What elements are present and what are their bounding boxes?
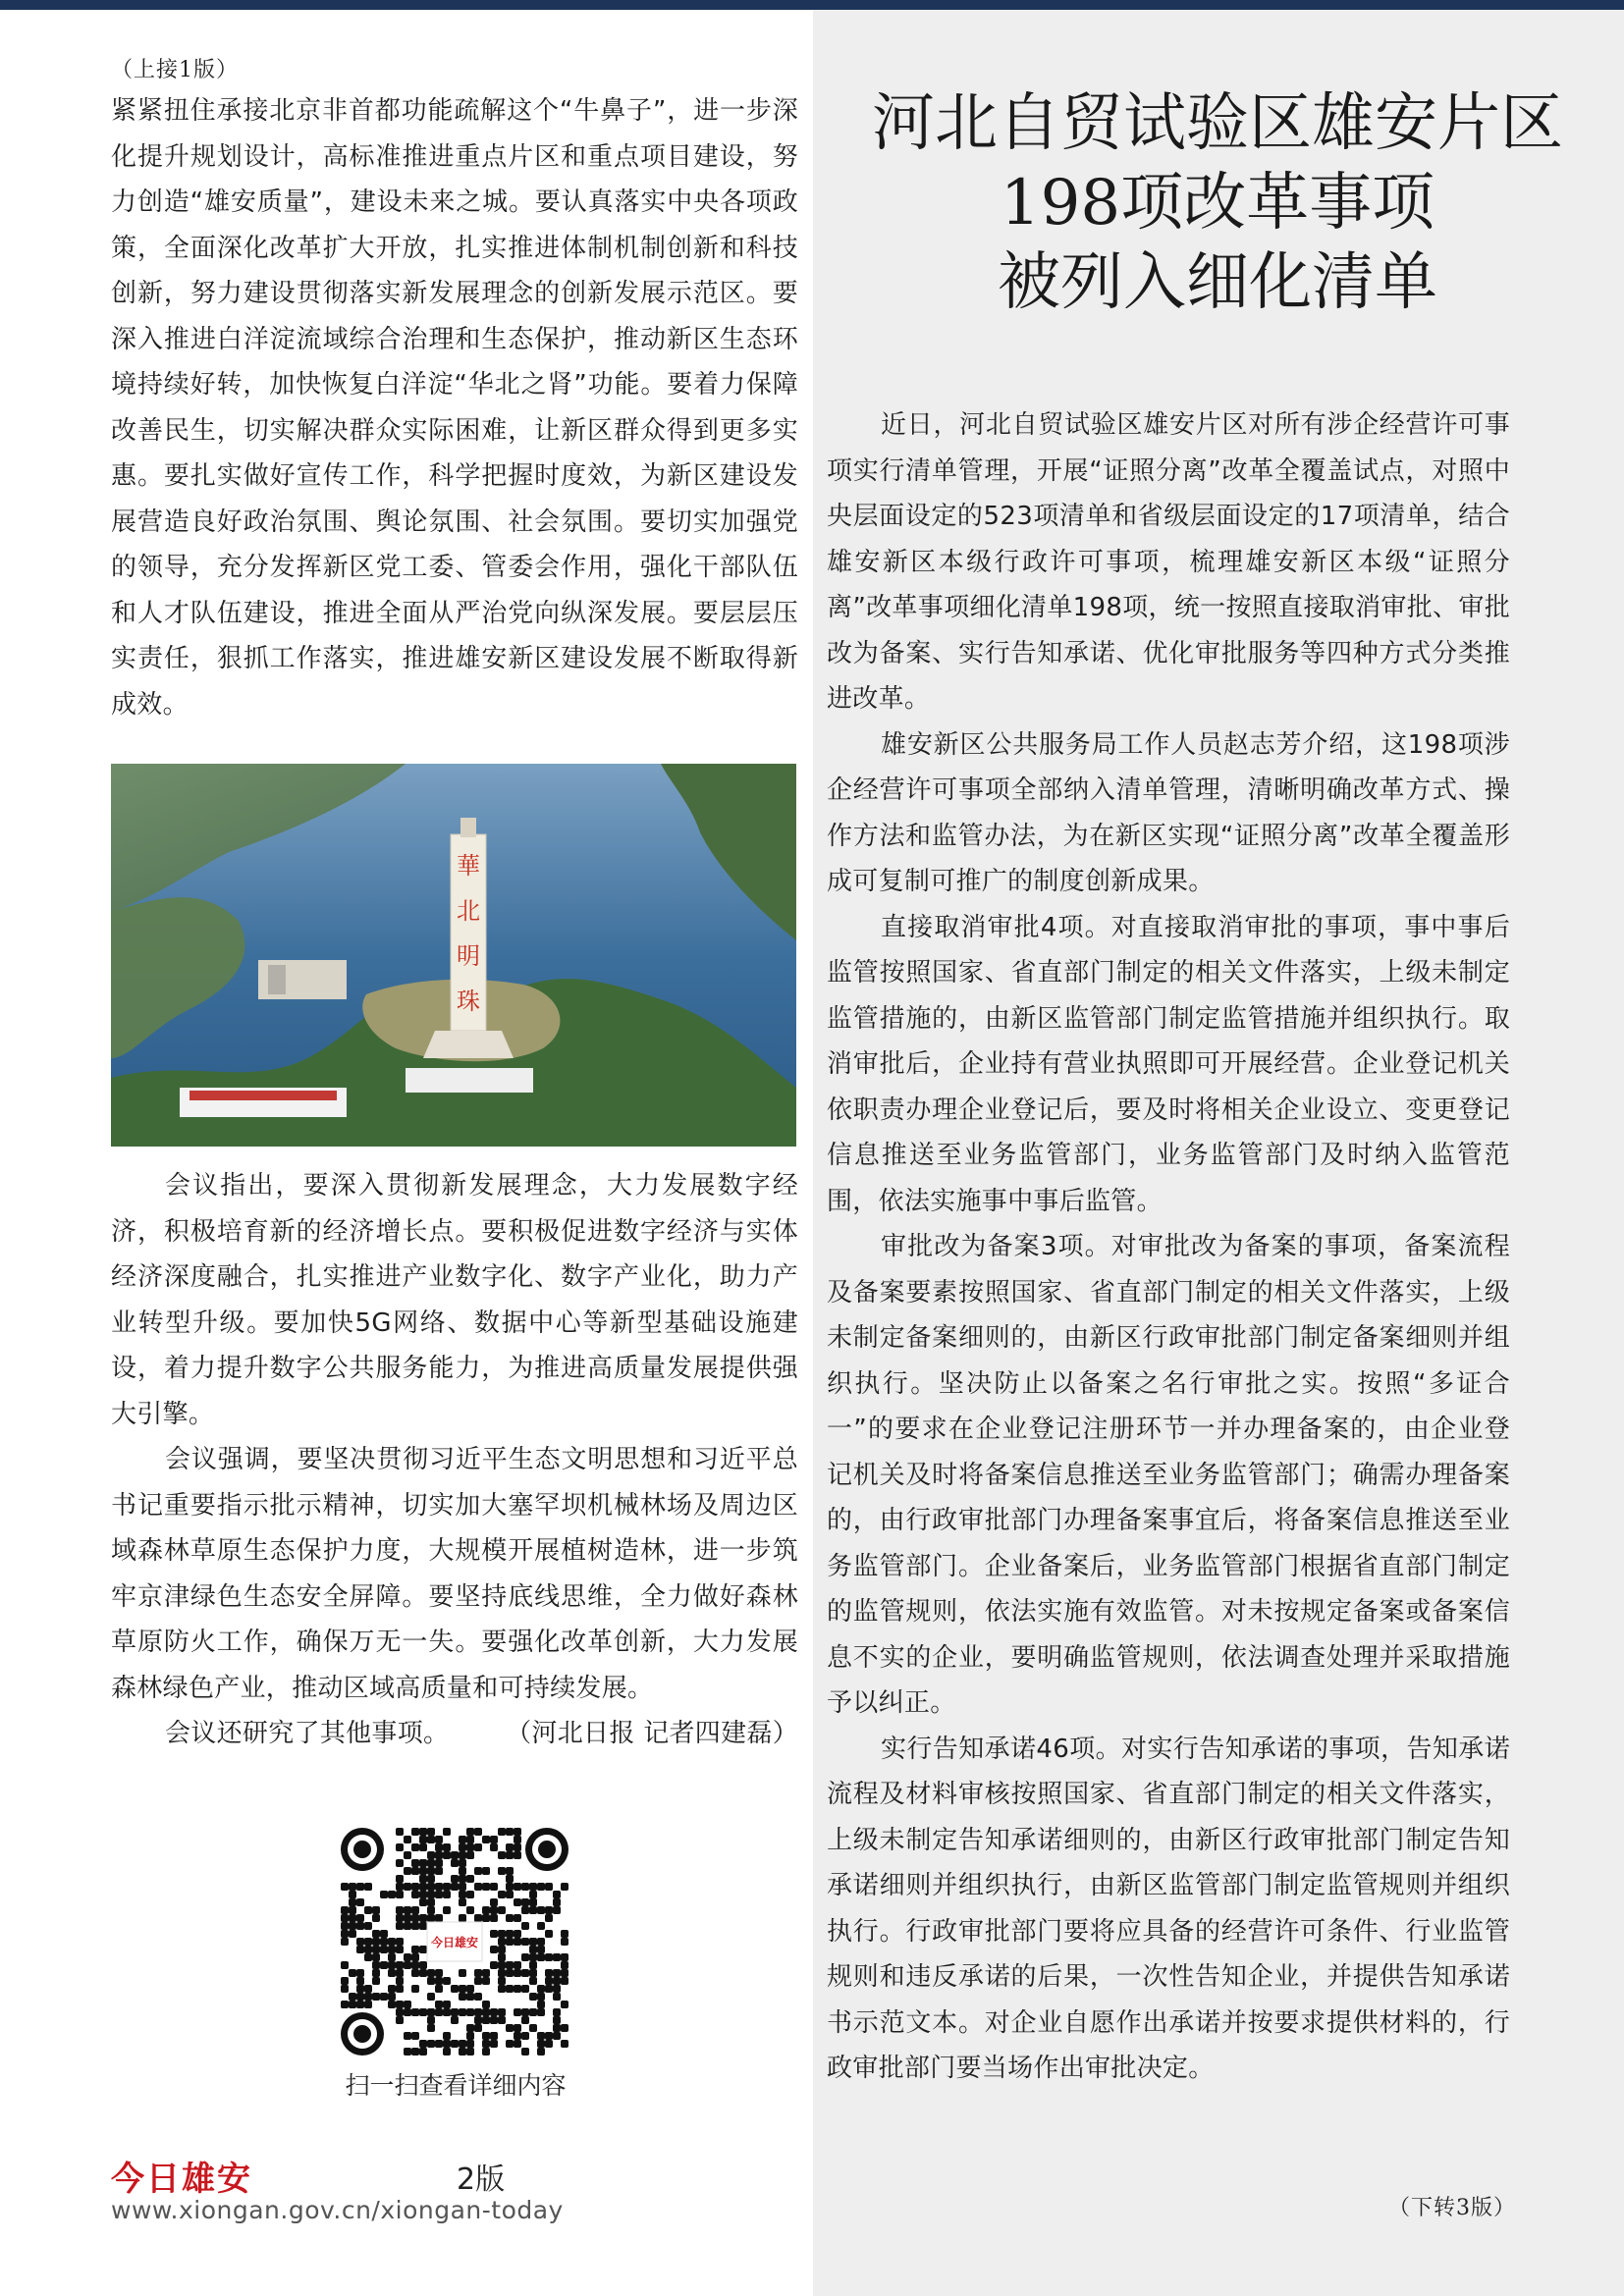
boat-row-right xyxy=(406,1068,533,1093)
tower-char-4: 珠 xyxy=(457,988,480,1015)
tower-char-2: 北 xyxy=(457,897,480,925)
qr-center-logo: 今日雄安 xyxy=(430,1936,479,1949)
tower-top xyxy=(460,818,476,837)
page-number: 2版 xyxy=(457,2163,506,2197)
tower-base xyxy=(423,1031,514,1058)
left-paragraph-1: 紧紧扭住承接北京非首都功能疏解这个“牛鼻子”，进一步深化提升规划设计，高标准推进重点片区和重点项目建设，努力创造“雄安质量”，建设未来之城。要认真落实中央各项政策，全面深化改革扩大开放，扎实推进体制机制创新和科技创新，努力建设贯彻落实新发展理念的创新发展示范区。要深入推进白洋淀流域综合治理和生态保护，推动新区生态环境持续好转，加快恢复白洋淀“华北之肾”功能。要着力保障改善民生，切实解决群众实际困难，让新区群众得到更多实惠。要扎实做好宣传工作，科学把握时度效，为新区建设发展营造良好政治氛围、舆论氛围、社会氛围。要切实加强党的领导，充分发挥新区党工委、管委会作用，强化干部队伍和人才队伍建设，推进全面从严治党向纵深发展。要层层压实责任，狠抓工作落实，推进雄安新区建设发展不断取得新成效。 xyxy=(111,96,798,720)
article-paragraph-3: 直接取消审批4项。对直接取消审批的事项，事中事后监管按照国家、省直部门制定的相关文件落实，上级未制定监管措施的，由新区监管部门制定监管措施并组织执行。取消审批后，企业持有营业执照即可开展经营。企业登记机关依职责办理企业登记后，要及时将相关企业设立、变更登记信息推送至业务监管部门，业务监管部门及时纳入监管范围，依法实施事中事后监管。 xyxy=(827,912,1510,1216)
article-body xyxy=(827,402,1510,2092)
qr-caption: 扫一扫查看详细内容 xyxy=(345,2071,567,2100)
article-paragraph-2: 雄安新区公共服务局工作人员赵志芳介绍，这198项涉企经营许可事项全部纳入清单管理，清晰明确改革方式、操作方法和监管办法，为在新区实现“证照分离”改革全覆盖形成可复制可推广的制度创新成果。 xyxy=(827,729,1510,896)
byline: （河北日报 记者四建磊） xyxy=(506,1719,798,1748)
article-paragraph-5: 实行告知承诺46项。对实行告知承诺的事项，告知承诺流程及材料审核按照国家、省直部门制定的相关文件落实，上级未制定告知承诺细则的，由新区行政审批部门制定告知承诺细则并组织执行，由新区监管部门制定监管规则并组织执行。行政审批部门要将应具备的经营许可条件、行业监管规则和违反承诺的后果，一次性告知企业，并提供告知承诺书示范文本。对企业自愿作出承诺并按要求提供材料的，行政审批部门要当场作出审批决定。 xyxy=(827,1734,1510,2083)
qr-code-graphic xyxy=(341,1828,568,2056)
article-paragraph-4: 审批改为备案3项。对审批改为备案的事项，备案流程及备案要素按照国家、省直部门制定的相关文件落实，上级未制定备案细则的，由新区行政审批部门制定备案细则并组织执行。坚决防止以备案之名行审批之实。按照“多证合一”的要求在企业登记注册环节一并办理备案的，由企业登记机关及时将备案信息推送至业务监管部门；确需办理备案的，由行政审批部门办理备案事宜后，将备案信息推送至业务监管部门。企业备案后，业务监管部门根据省直部门制定的监管规则，依法实施有效监管。对未按规定备案或备案信息不实的企业，要明确监管规则，依法调查处理并采取措施予以纠正。 xyxy=(827,1232,1510,1718)
left-paragraph-2: 会议指出，要深入贯彻新发展理念，大力发展数字经济，积极培育新的经济增长点。要积极促进数字经济与实体经济深度融合，扎实推进产业数字化、数字产业化，助力产业转型升级。要加快5G网络、数据中心等新型基础设施建设，着力提升数字公共服务能力，为推进高质量发展提供强大引擎。 xyxy=(111,1171,798,1429)
headline-line-3: 被列入细化清单 xyxy=(998,246,1437,319)
continued-from-note: （上接1版） xyxy=(111,58,239,82)
article-paragraph-1: 近日，河北自贸试验区雄安片区对所有涉企经营许可事项实行清单管理，开展“证照分离”改革全覆盖试点，对照中央层面设定的523项清单和省级层面设定的17项清单，结合雄安新区本级行政许可事项，梳理雄安新区本级“证照分离”改革事项细化清单198项，统一按照直接取消审批、审批改为备案、实行告知承诺、优化审批服务等四种方式分类推进改革。 xyxy=(827,410,1510,714)
dock-building xyxy=(268,965,286,994)
website-link[interactable]: www.xiongan.gov.cn/xiongan-today xyxy=(111,2196,564,2224)
continued-to-note: （下转3版） xyxy=(1388,2196,1516,2220)
closing-line xyxy=(111,1711,798,1757)
masthead-logo: 今日雄安 xyxy=(111,2160,252,2199)
headline-line-2: 198项改革事项 xyxy=(1000,167,1435,240)
tower-char-3: 明 xyxy=(457,942,480,970)
headline-line-1: 河北自贸试验区雄安片区 xyxy=(872,87,1563,160)
left-paragraph-3: 会议强调，要坚决贯彻习近平生态文明思想和习近平总书记重要指示批示精神，切实加大塞罕坝机械林场及周边区域森林草原生态保护力度，大规模开展植树造林，进一步筑牢京津绿色生态安全屏障。要坚持底线思维，全力做好森林草原防火工作，确保万无一失。要强化改革创新，大力发展森林绿色产业，推动区域高质量和可持续发展。 xyxy=(111,1445,798,1703)
baiyangdian-aerial-photo xyxy=(111,764,796,1147)
closing-sentence: 会议还研究了其他事项。 xyxy=(165,1719,450,1748)
tower-char-1: 華 xyxy=(457,852,480,880)
left-column-bottom xyxy=(111,1163,798,1757)
boat-row-red xyxy=(189,1091,337,1100)
left-column-top xyxy=(111,88,798,727)
qr-code[interactable] xyxy=(341,1828,568,2056)
article-headline xyxy=(815,84,1620,323)
top-accent-bar xyxy=(0,0,1624,10)
photo-illustration xyxy=(111,764,796,1147)
